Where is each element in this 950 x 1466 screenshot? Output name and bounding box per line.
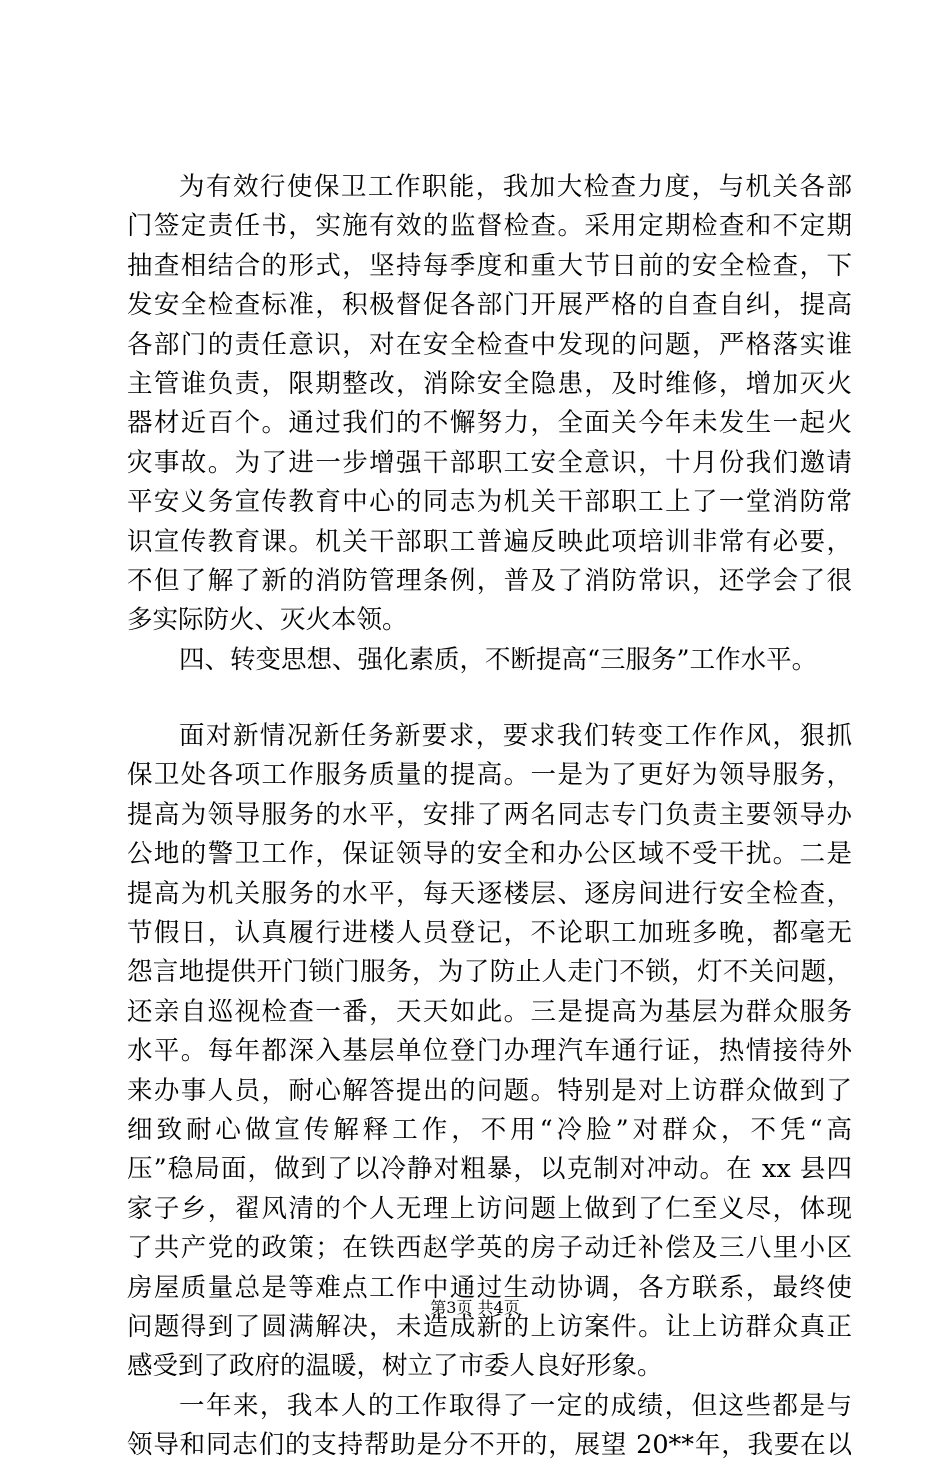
- paragraph-line: 发安全检查标准，积极督促各部门开展严格的自查自纠，提高: [127, 290, 852, 321]
- paragraph-line: 灾事故。为了进一步增强干部职工安全意识，十月份我们邀请: [127, 447, 852, 478]
- paragraph-line: 为有效行使保卫工作职能，我加大检查力度，与机关各部: [179, 172, 852, 202]
- paragraph-line: 感受到了政府的温暖，树立了市委人良好形象。: [127, 1351, 663, 1382]
- paragraph-line: 领导和同志们的支持帮助是分不开的，展望 20**年，我要在以: [127, 1430, 852, 1461]
- paragraph-line: 公地的警卫工作，保证领导的安全和办公区域不受干扰。二是: [127, 839, 852, 870]
- paragraph-gap: [127, 680, 852, 717]
- page-footer: [0, 1298, 950, 1318]
- paragraph-line: 平安义务宣传教育中心的同志为机关干部职工上了一堂消防常: [127, 487, 852, 518]
- paragraph-line: 识宣传教育课。机关干部职工普遍反映此项培训非常有必要，: [127, 526, 852, 557]
- paragraph-line: 节假日，认真履行进楼人员登记，不论职工加班多晚，都毫无: [127, 918, 852, 949]
- paragraph-line: 了共产党的政策；在铁西赵学英的房子动迁补偿及三八里小区: [127, 1233, 852, 1264]
- paragraph-line: 家子乡，翟风清的个人无理上访问题上做到了仁至义尽，体现: [127, 1193, 852, 1224]
- paragraph-line: 不但了解了新的消防管理条例，普及了消防常识，还学会了很: [127, 565, 852, 596]
- paragraph-line: 保卫处各项工作服务质量的提高。一是为了更好为领导服务，: [127, 760, 852, 791]
- paragraph-line: 问题得到了圆满解决，未造成新的上访案件。让上访群众真正: [127, 1311, 852, 1342]
- paragraph-line: 门签定责任书，实施有效的监督检查。采用定期检查和不定期: [127, 211, 852, 242]
- paragraph-line: 房屋质量总是等难点工作中通过生动协调，各方联系，最终使: [127, 1272, 852, 1303]
- paragraph-line: 压”稳局面，做到了以冷静对粗暴，以克制对冲动。在 xx 县四: [127, 1154, 852, 1185]
- paragraph-line: 各部门的责任意识，对在安全检查中发现的问题，严格落实谁: [127, 329, 852, 360]
- paragraph-line: 多实际防火、灭火本领。: [127, 605, 408, 636]
- paragraph-line: 抽查相结合的形式，坚持每季度和重大节日前的安全检查，下: [127, 250, 852, 281]
- page-number-label: 第3页 共4页: [430, 1298, 520, 1317]
- paragraph-line: 怨言地提供开门锁门服务，为了防止人走门不锁，灯不关问题，: [127, 957, 852, 988]
- paragraph-line: 细致耐心做宣传解释工作，不用“冷脸”对群众，不凭“高: [127, 1114, 852, 1145]
- document-body: [127, 168, 852, 1466]
- paragraph-line: 水平。每年都深入基层单位登门办理汽车通行证，热情接待外: [127, 1036, 852, 1067]
- section-heading: 四、转变思想、强化素质，不断提高“三服务”工作水平。: [179, 644, 818, 675]
- paragraph-line: 器材近百个。通过我们的不懈努力，全面关今年未发生一起火: [127, 408, 852, 439]
- paragraph-line: 还亲自巡视检查一番，天天如此。三是提高为基层为群众服务: [127, 996, 852, 1027]
- paragraph-line: 主管谁负责，限期整改，消除安全隐患，及时维修，增加灭火: [127, 368, 852, 399]
- paragraph-line: 提高为领导服务的水平，安排了两名同志专门负责主要领导办: [127, 799, 852, 830]
- paragraph-line: 来办事人员，耐心解答提出的问题。特别是对上访群众做到了: [127, 1075, 852, 1106]
- paragraph-line: 一年来，我本人的工作取得了一定的成绩，但这些都是与: [179, 1390, 852, 1421]
- paragraph-line: 提高为机关服务的水平，每天逐楼层、逐房间进行安全检查，: [127, 878, 852, 909]
- paragraph-line: 面对新情况新任务新要求，要求我们转变工作作风，狠抓: [179, 721, 852, 752]
